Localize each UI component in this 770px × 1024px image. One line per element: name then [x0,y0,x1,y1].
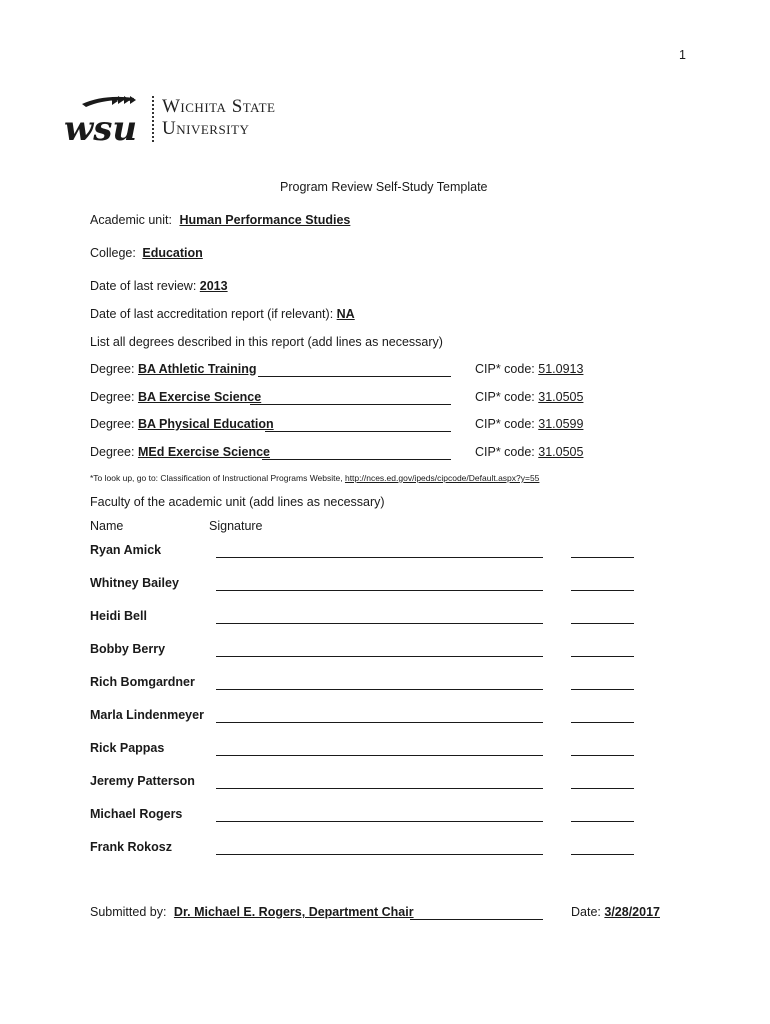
logo-divider [152,96,155,142]
faculty-name: Ryan Amick [90,543,162,557]
logo-line2: University [162,118,250,139]
degrees-heading: List all degrees described in this report (add lines as necessary) [90,335,443,349]
submitted-row [90,905,414,919]
date-row [571,905,660,919]
submitted-label: Submitted by: [90,905,167,919]
faculty-name: Rick Pappas [90,741,165,755]
degree-row [90,362,257,376]
signature-line [216,854,543,855]
cip-value: 51.0913 [538,362,584,376]
date-line [571,590,634,591]
signature-line [216,821,543,822]
degree-row [90,390,261,404]
faculty-name: Jeremy Patterson [90,774,195,788]
signature-line [216,623,543,624]
degree-blank-line [250,404,451,405]
cip-note-link[interactable]: http://nces.ed.gov/ipeds/cipcode/Default.aspx?y=55 [344,473,540,483]
faculty-name: Rich Bomgardner [90,675,195,689]
cip-row [475,445,583,459]
cip-label: CIP* code: [475,362,535,376]
faculty-heading: Faculty of the academic unit (add lines as necessary) [90,495,385,509]
faculty-name: Heidi Bell [90,609,147,623]
logo-mark: wsu [64,109,138,149]
degree-row [90,417,274,431]
date-value: 3/28/2017 [604,905,660,919]
faculty-name: Bobby Berry [90,642,166,656]
degree-label: Degree: [90,390,135,404]
signature-line [216,689,543,690]
cip-value: 31.0599 [538,417,584,431]
degree-name: BA Exercise Science [137,390,262,404]
accreditation-row [90,307,355,321]
college-row [90,246,203,260]
degree-name: BA Physical Education [137,417,274,431]
cip-note [90,473,539,483]
cip-value: 31.0505 [538,390,584,404]
signature-line [216,656,543,657]
date-line [571,821,634,822]
submitted-value: Dr. Michael E. Rogers, Department Chair [173,905,414,919]
faculty-name: Marla Lindenmeyer [90,708,204,722]
signature-line [216,755,543,756]
last-review-row [90,279,228,293]
university-logo [64,94,304,150]
cip-row [475,362,583,376]
last-review-label: Date of last review: [90,279,197,293]
college-value: Education [142,246,203,260]
signature-line [216,557,543,558]
cip-value: 31.0505 [538,445,584,459]
cip-label: CIP* code: [475,390,535,404]
degree-label: Degree: [90,445,135,459]
date-line [571,623,634,624]
cip-row [475,417,583,431]
academic-unit-row [90,213,350,227]
last-review-value: 2013 [199,279,228,293]
academic-unit-value: Human Performance Studies [179,213,351,227]
date-line [571,788,634,789]
date-line [571,656,634,657]
date-line [571,689,634,690]
degree-label: Degree: [90,417,135,431]
logo-line1: Wichita State [162,96,276,117]
degree-blank-line [258,376,451,377]
faculty-column-signature: Signature [209,519,263,533]
faculty-column-name: Name [90,519,124,533]
degree-name: MEd Exercise Science [137,445,270,459]
degree-name: BA Athletic Training [137,362,257,376]
cip-note-text: *To look up, go to: Classification of Instructional Programs Website, [90,473,345,483]
accreditation-label: Date of last accreditation report (if relevant): [90,307,334,321]
signature-line [216,722,543,723]
degree-blank-line [262,459,451,460]
page-number: 1 [679,48,686,62]
cip-row [475,390,583,404]
date-line [571,557,634,558]
faculty-name: Michael Rogers [90,807,183,821]
signature-line [216,590,543,591]
cip-label: CIP* code: [475,417,535,431]
degree-row [90,445,270,459]
faculty-name: Whitney Bailey [90,576,179,590]
academic-unit-label: Academic unit: [90,213,172,227]
cip-label: CIP* code: [475,445,535,459]
accreditation-value: NA [336,307,355,321]
degree-label: Degree: [90,362,135,376]
faculty-name: Frank Rokosz [90,840,172,854]
signature-line [216,788,543,789]
document-title: Program Review Self-Study Template [280,180,488,194]
date-line [571,755,634,756]
degree-blank-line [265,431,451,432]
college-label: College: [90,246,136,260]
date-line [571,854,634,855]
submitted-blank-line [410,919,543,920]
wsu-wheat-logo-icon [64,94,144,150]
date-label: Date: [571,905,601,919]
date-line [571,722,634,723]
